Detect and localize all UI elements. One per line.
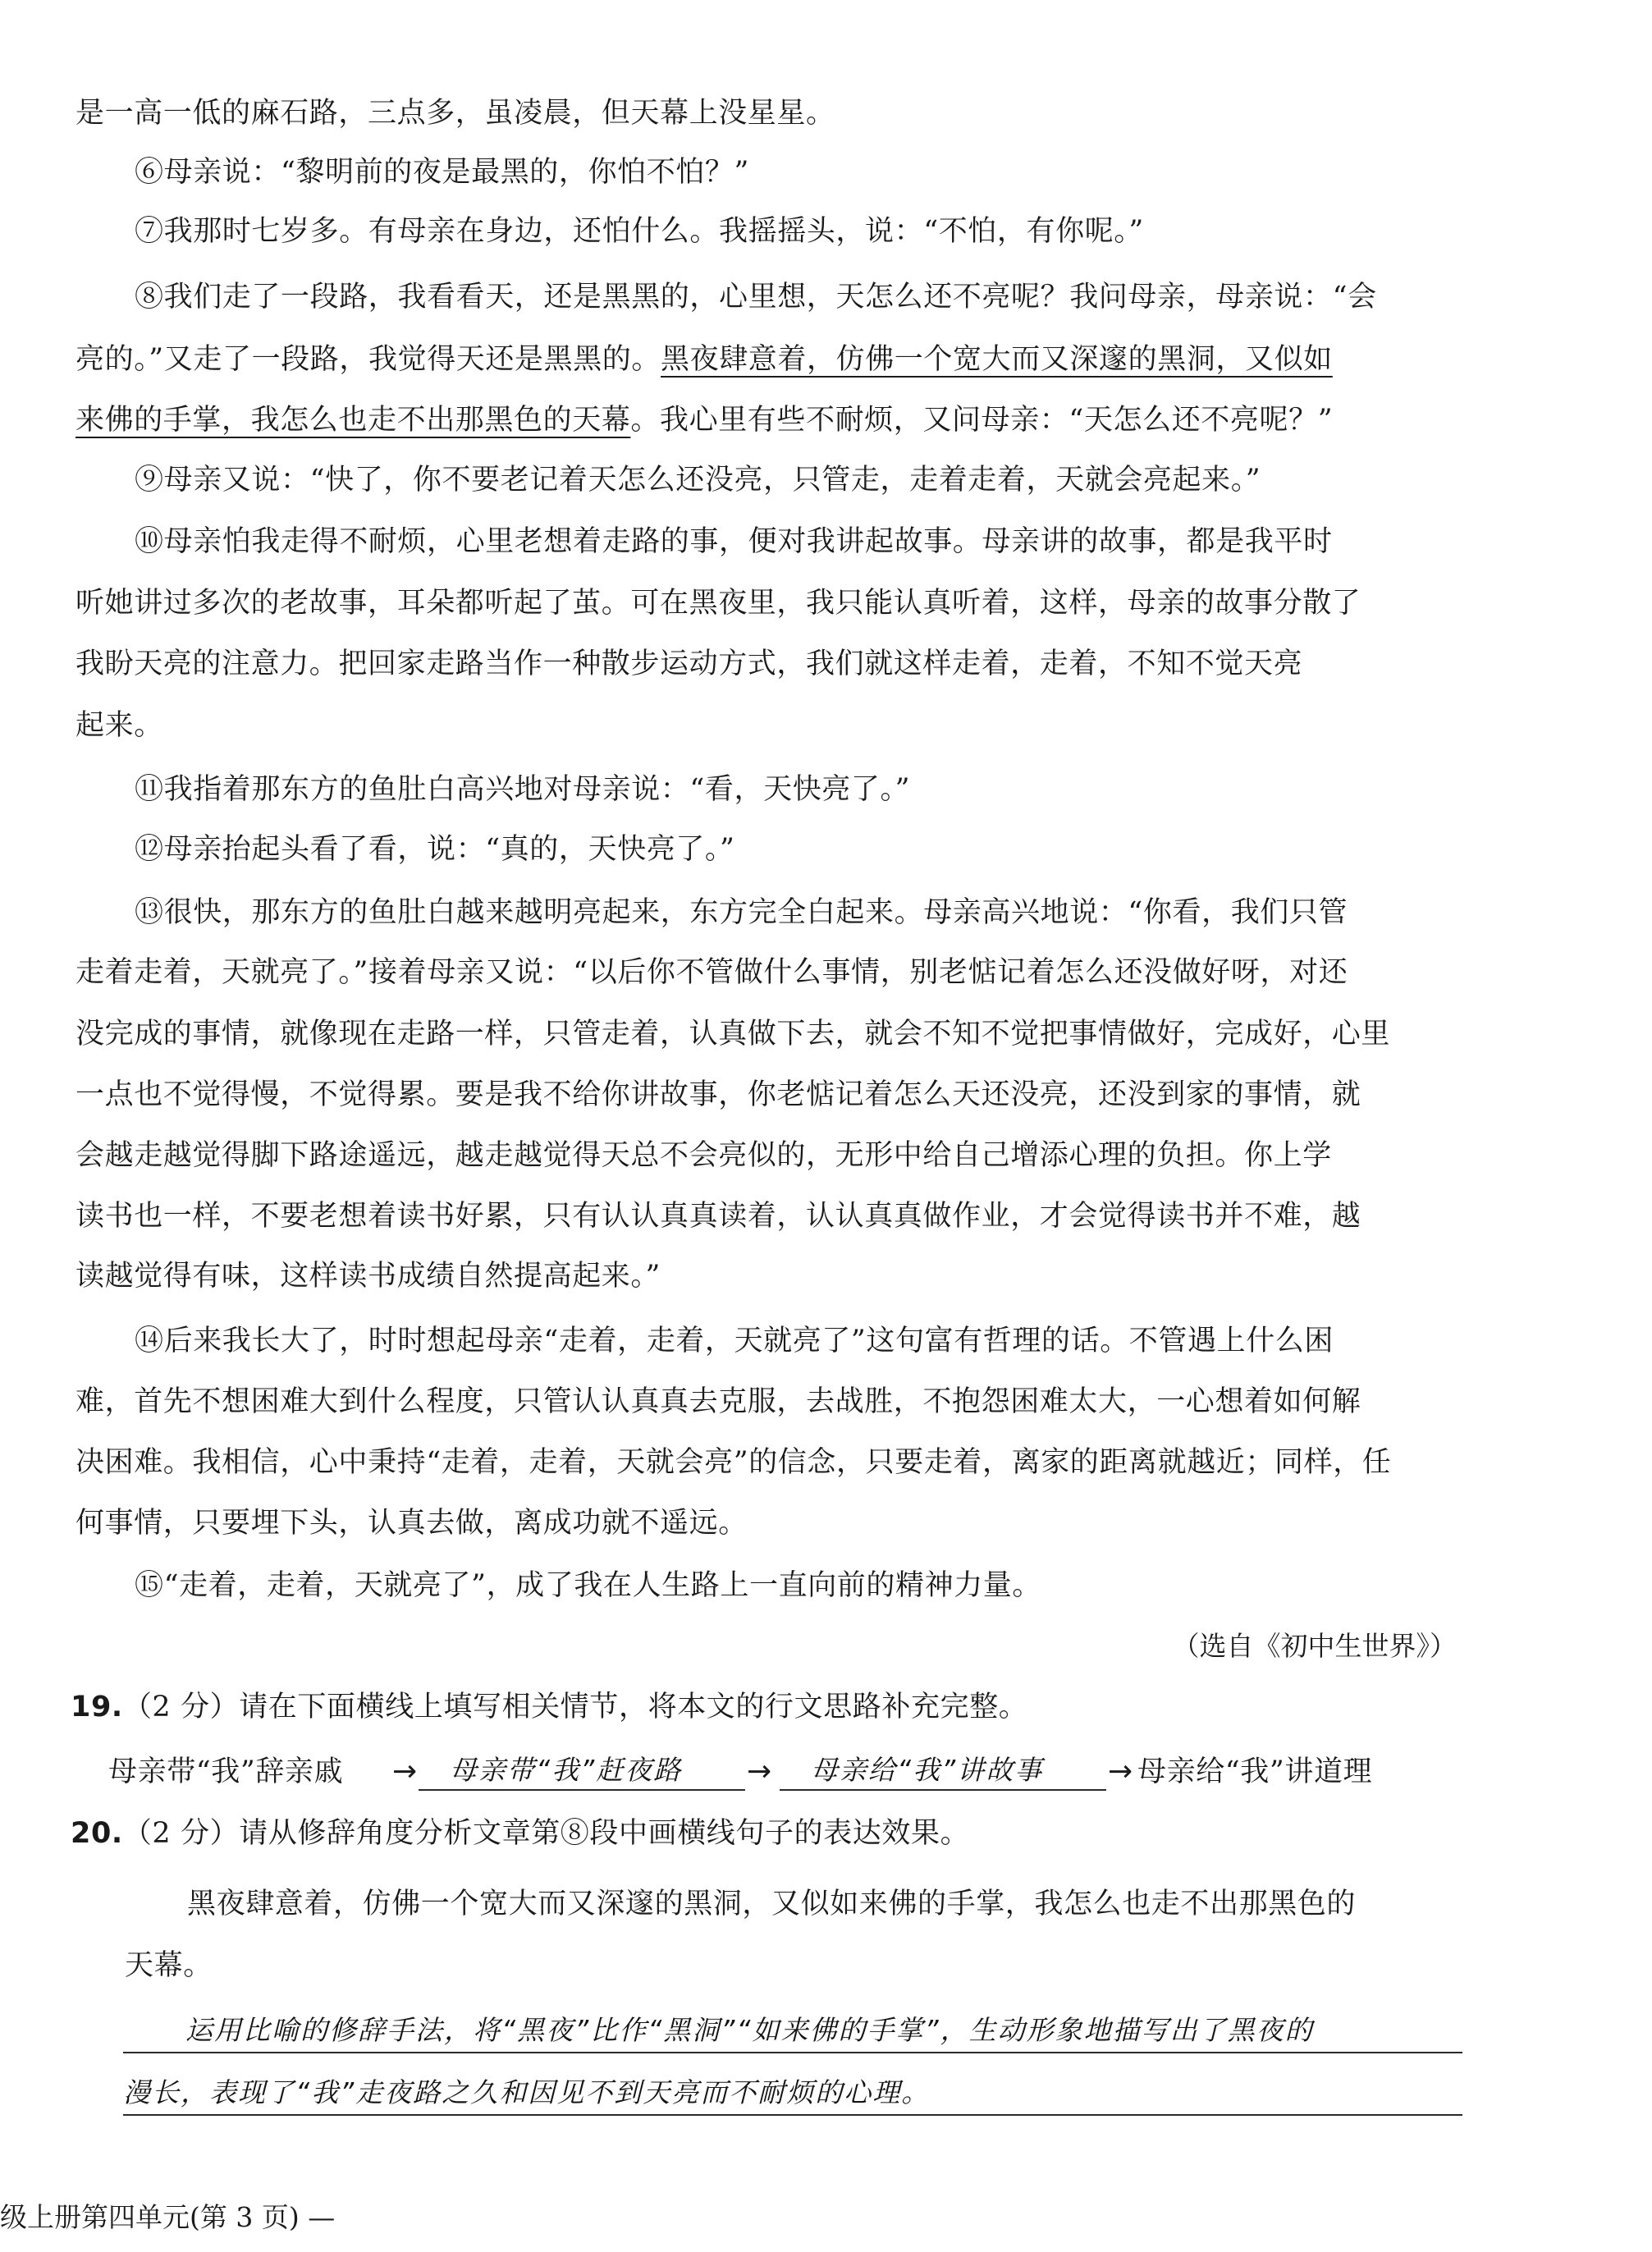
paragraph-8-line-2 (76, 341, 1333, 378)
paragraph-8-text: 。我心里有些不耐烦，又问母亲：“天怎么还不亮呢？” (630, 404, 1334, 437)
paragraph-14-line-2: 难，首先不想困难大到什么程度，只管认认真真去克服，去战胜，不抱怨困难太大，一心想着如何解 (76, 1385, 1361, 1418)
paragraph-14-line-1: ⑭后来我长大了，时时想起母亲“走着，走着，天就亮了”这句富有哲理的话。不管遇上什么困 (135, 1325, 1334, 1357)
answer-blank-1 (419, 1789, 745, 1791)
paragraph-13-line-3: 没完成的事情，就像现在走路一样，只管走着，认真做下去，就会不知不觉把事情做好，完成好，心里 (76, 1018, 1391, 1050)
arrow-icon: → (392, 1755, 418, 1788)
paragraph-10-line-4: 起来。 (76, 709, 163, 742)
paragraph-14-line-3: 决困难。我相信，心中秉持“走着，走着，天就会亮”的信念，只要走着，离家的距离就越近；同样，任 (76, 1446, 1392, 1479)
underlined-sentence-part-2: 来佛的手掌，我怎么也走不出那黑色的天幕 (76, 404, 631, 437)
paragraph-13-line-7: 读越觉得有味，这样读书成绩自然提高起来。” (76, 1260, 661, 1293)
passage-line: 是一高一低的麻石路，三点多，虽凌晨，但天幕上没星星。 (76, 97, 835, 130)
handwritten-answer-line-1: 运用比喻的修辞手法，将“黑夜”比作“黑洞”“如来佛的手掌”，生动形象地描写出了黑夜的 (185, 2014, 1314, 2046)
arrow-icon: → (1108, 1755, 1133, 1788)
paragraph-15: ⑮“走着，走着，天就亮了”，成了我在人生路上一直向前的精神力量。 (135, 1569, 1041, 1602)
paragraph-7: ⑦我那时七岁多。有母亲在身边，还怕什么。我摇摇头，说：“不怕，有你呢。” (135, 215, 1144, 248)
source-citation: （选自《初中生世界》） (1172, 1630, 1457, 1662)
quoted-sentence-line-1: 黑夜肆意着，仿佛一个宽大而又深邃的黑洞，又似如来佛的手掌，我怎么也走不出那黑色的 (187, 1888, 1357, 1920)
paragraph-12: ⑫母亲抬起头看了看，说：“真的，天快亮了。” (135, 833, 735, 866)
paragraph-13-line-1: ⑬很快，那东方的鱼肚白越来越明亮起来，东方完全白起来。母亲高兴地说：“你看，我们只管 (135, 896, 1348, 929)
answer-line-1 (123, 2052, 1462, 2053)
arrow-icon: → (747, 1755, 772, 1788)
paragraph-14-line-4: 何事情，只要埋下头，认真去做，离成功就不遥远。 (76, 1507, 748, 1540)
question-19 (71, 1689, 1027, 1725)
paragraph-8-line-3 (76, 402, 1333, 438)
question-prompt: （2 分）请从修辞角度分析文章第⑧段中画横线句子的表达效果。 (122, 1817, 970, 1850)
handwritten-answer-1: 母亲带“我”赶夜路 (450, 1754, 683, 1786)
paragraph-10-line-3: 我盼天亮的注意力。把回家走路当作一种散步运动方式，我们就这样走着，走着，不知不觉天亮 (76, 648, 1303, 680)
flow-step-1: 母亲带“我”辞亲戚 (108, 1755, 344, 1788)
question-number: 19. (71, 1691, 123, 1723)
question-20 (71, 1815, 969, 1851)
paragraph-11: ⑪我指着那东方的鱼肚白高兴地对母亲说：“看，天快亮了。” (135, 773, 911, 806)
handwritten-answer-2: 母亲给“我”讲故事 (811, 1754, 1044, 1786)
paragraph-9: ⑨母亲又说：“快了，你不要老记着天怎么还没亮，只管走，走着走着，天就会亮起来。” (135, 464, 1261, 497)
paragraph-6: ⑥母亲说：“黎明前的夜是最黑的，你怕不怕？” (135, 156, 749, 189)
page-footer: 级上册第四单元(第 3 页) — (0, 2201, 336, 2233)
paragraph-13-line-5: 会越走越觉得脚下路途遥远，越走越觉得天总不会亮似的，无形中给自己增添心理的负担。你上学 (76, 1139, 1332, 1172)
paragraph-8-line-1: ⑧我们走了一段路，我看看天，还是黑黑的，心里想，天怎么还不亮呢？我问母亲，母亲说：“会 (135, 281, 1377, 314)
underlined-sentence-part-1: 黑夜肆意着，仿佛一个宽大而又深邃的黑洞，又似如 (661, 343, 1333, 376)
paragraph-13-line-4: 一点也不觉得慢，不觉得累。要是我不给你讲故事，你老惦记着怎么天还没亮，还没到家的事情，就 (76, 1078, 1361, 1111)
question-number: 20. (71, 1817, 123, 1850)
paragraph-13-line-6: 读书也一样，不要老想着读书好累，只有认认真真读着，认认真真做作业，才会觉得读书并不难，越 (76, 1200, 1361, 1233)
quoted-sentence-line-2: 天幕。 (125, 1949, 213, 1982)
paragraph-13-line-2: 走着走着，天就亮了。”接着母亲又说：“以后你不管做什么事情，别老惦记着怎么还没做好呀，对还 (76, 956, 1348, 989)
handwritten-answer-line-2: 漫长，表现了“我”走夜路之久和因见不到天亮而不耐烦的心理。 (123, 2076, 931, 2108)
paragraph-10-line-2: 听她讲过多次的老故事，耳朵都听起了茧。可在黑夜里，我只能认真听着，这样，母亲的故事分散了 (76, 587, 1361, 620)
flow-step-4: 母亲给“我”讲道理 (1137, 1755, 1373, 1788)
answer-line-2 (123, 2114, 1462, 2116)
question-prompt: （2 分）请在下面横线上填写相关情节，将本文的行文思路补充完整。 (122, 1691, 1028, 1723)
answer-blank-2 (780, 1789, 1106, 1791)
paragraph-10-line-1: ⑩母亲怕我走得不耐烦，心里老想着走路的事，便对我讲起故事。母亲讲的故事，都是我平时 (135, 525, 1333, 558)
paragraph-8-text: 亮的。”又走了一段路，我觉得天还是黑黑的。 (76, 343, 661, 376)
